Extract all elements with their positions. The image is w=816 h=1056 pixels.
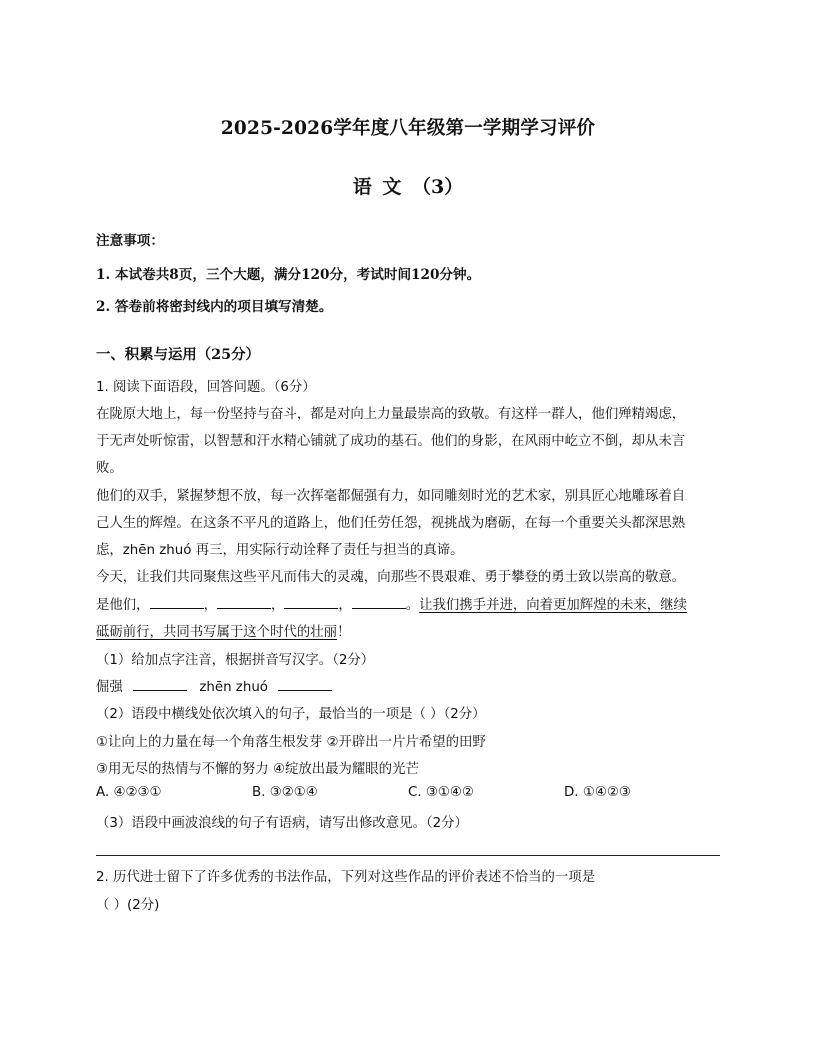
q1-paragraph-line: 在陇原大地上，每一份坚持与奋斗，都是对向上力量最崇高的致敬。有这样一群人，他们殚精竭虑，	[96, 407, 686, 422]
exam-title: 2025-2026学年度八年级第一学期学习评价	[220, 118, 596, 139]
choice-c[interactable]: C. ③①④②	[408, 785, 474, 800]
q1-paragraph-line: 虑，zhēn zhuó 再三，用实际行动诠释了责任与担当的真谛。	[96, 543, 464, 558]
wavy-sentence-part-2: 砥砺前行，共同书写属于这个时代的壮丽	[96, 625, 338, 640]
notes-item-1: 1. 本试卷共8页，三个大题，满分120分，考试时间120分钟。	[96, 267, 481, 283]
q1-sub-question-2: （2）语段中横线处依次填入的句子，最恰当的一项是（ ）（2分）	[96, 707, 486, 722]
choice-a[interactable]: A. ④②③①	[96, 785, 162, 800]
choice-b[interactable]: B. ③②①④	[252, 785, 318, 800]
fill-blank-2[interactable]	[217, 596, 271, 609]
q1-wavy-line	[96, 621, 350, 640]
blank-separator: ，	[270, 598, 285, 613]
exam-subtitle: 语 文 （3）	[352, 176, 464, 198]
q1-blank-line	[96, 594, 687, 613]
section-1-heading: 一、积累与运用（25分）	[96, 346, 260, 363]
wavy-sentence-end: ！	[337, 625, 351, 640]
answer-line[interactable]	[96, 855, 720, 856]
blank-end: 。	[405, 598, 420, 613]
pinyin-answer-blank[interactable]	[133, 678, 187, 691]
q1-sub2-options-line-2: ③用无尽的热情与不懈的努力 ④绽放出最为耀眼的光芒	[96, 762, 419, 777]
q1-sub-question-3: （3）语段中画波浪线的句子有语病，请写出修改意见。（2分）	[96, 816, 468, 831]
fill-blank-3[interactable]	[284, 596, 338, 609]
choice-d[interactable]: D. ①④②③	[564, 785, 631, 800]
fill-blank-1[interactable]	[150, 596, 204, 609]
notes-heading: 注意事项：	[96, 233, 164, 249]
q1-sub2-options-line-1: ①让向上的力量在每一个角落生根发芽 ②开辟出一片片希望的田野	[96, 735, 486, 750]
q1-paragraph-line: 他们的双手，紧握梦想不放，每一次挥毫都倔强有力，如同雕刻时光的艺术家，别具匠心地雕琢着自	[96, 489, 686, 504]
q1-paragraph-line: 于无声处听惊雷，以智慧和汗水精心铺就了成功的基石。他们的身影，在风雨中屹立不倒，却从未言	[96, 434, 686, 449]
q1-paragraph-line: 今天，让我们共同聚焦这些平凡而伟大的灵魂，向那些不畏艰难、勇于攀登的勇士致以崇高的敬意。	[96, 570, 686, 585]
blank-separator: ，	[338, 598, 352, 613]
q1-sub-question-1: （1）给加点字注音，根据拼音写汉字。（2分）	[96, 653, 375, 668]
blank-separator: ，	[203, 598, 217, 613]
q1-paragraph-line: 己人生的辉煌。在这条不平凡的道路上，他们任劳任怨，视挑战为磨砺，在每一个重要关头都深思熟	[96, 516, 686, 531]
q2-prompt: 2. 历代进士留下了许多优秀的书法作品，下列对这些作品的评价表述不恰当的一项是	[96, 870, 596, 885]
q1-paragraph-line: 败。	[96, 461, 123, 476]
hanzi-answer-blank[interactable]	[278, 678, 332, 691]
wavy-sentence-part-1: 让我们携手并进，向着更加辉煌的未来，继续	[419, 598, 687, 613]
q1-sub1-answer-line	[96, 676, 332, 695]
fill-blank-4[interactable]	[352, 596, 406, 609]
q2-prompt-continued: （ ）(2分)	[96, 898, 160, 913]
dotted-word: 倔强	[96, 680, 123, 695]
notes-item-2: 2. 答卷前将密封线内的项目填写清楚。	[96, 299, 333, 315]
pinyin-prompt: zhēn zhuó	[199, 680, 269, 695]
q1-prompt: 1. 阅读下面语段，回答问题。（6分）	[96, 380, 316, 395]
blank-line-prefix: 是他们，	[96, 598, 150, 613]
